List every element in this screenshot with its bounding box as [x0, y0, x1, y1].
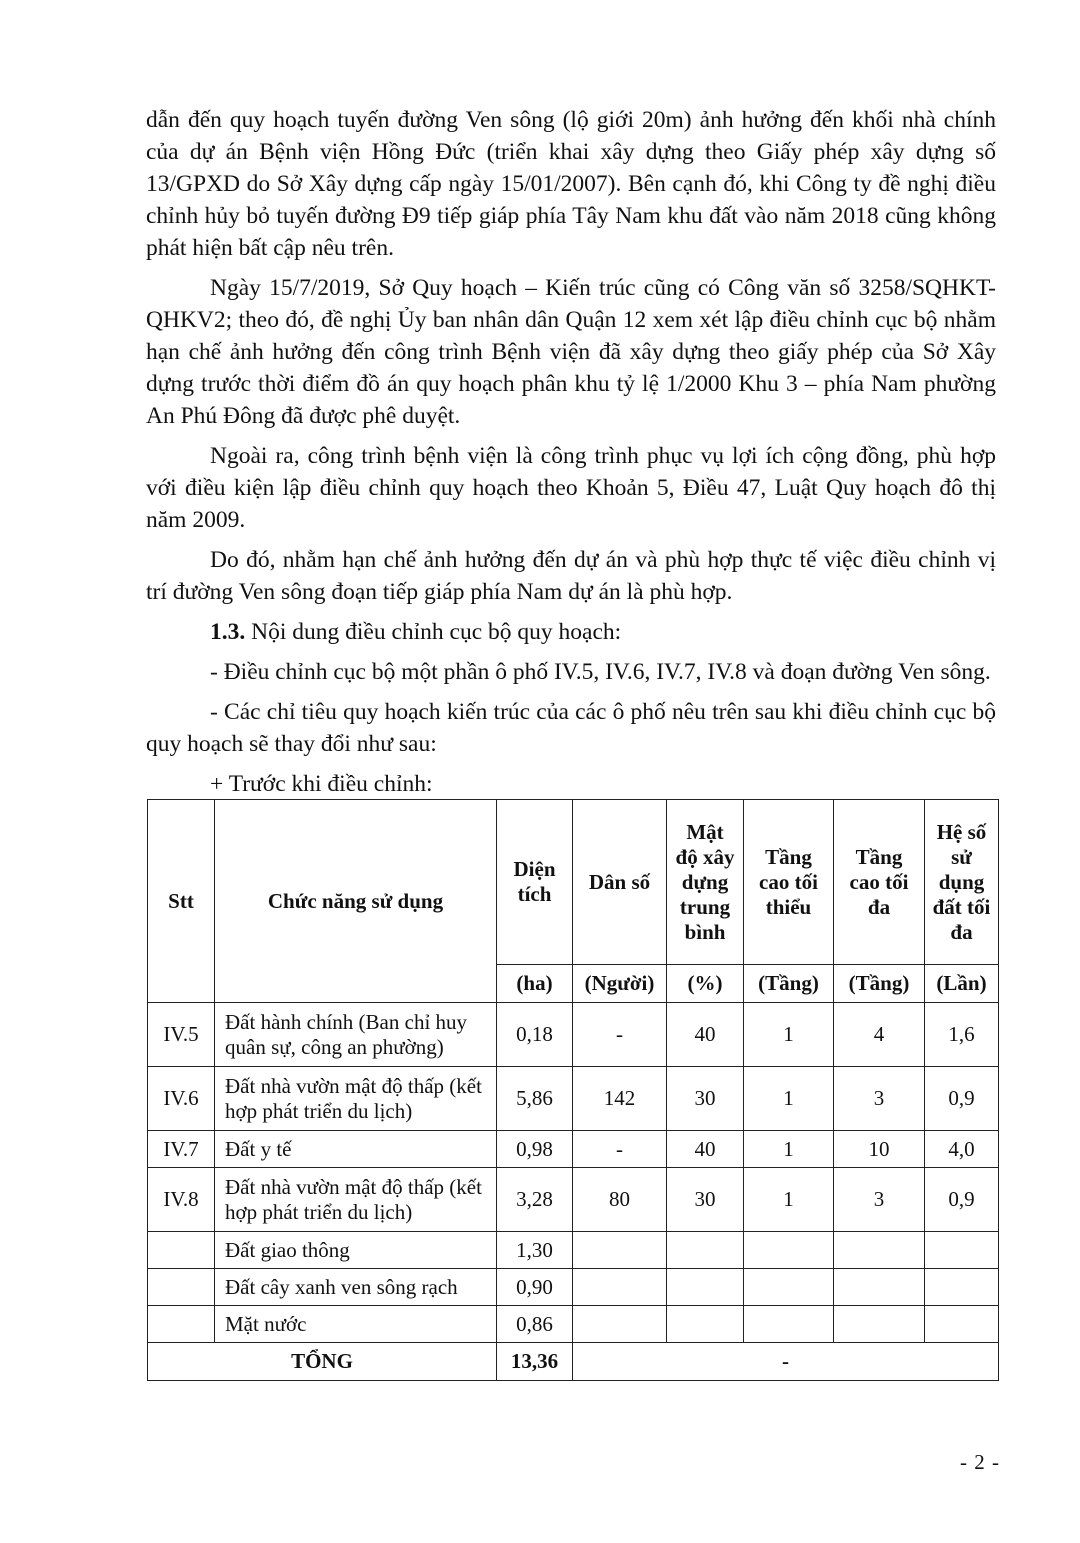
cell-area: 5,86: [497, 1067, 573, 1131]
cell-max-floors: 3: [834, 1067, 925, 1131]
cell-far: 0,9: [925, 1168, 999, 1232]
cell-area: 0,18: [497, 1003, 573, 1067]
cell-min-floors: 1: [744, 1131, 834, 1168]
unit-population: (Người): [573, 965, 667, 1003]
table-header-row: [148, 800, 999, 965]
cell-far: 0,9: [925, 1067, 999, 1131]
cell-population: [573, 1306, 667, 1343]
header-function: Chức năng sử dụng: [215, 800, 497, 1003]
header-area: Diện tích: [497, 800, 573, 965]
cell-stt: IV.6: [148, 1067, 215, 1131]
cell-density: [667, 1306, 744, 1343]
cell-function: Đất y tế: [215, 1131, 497, 1168]
cell-density: 30: [667, 1168, 744, 1232]
planning-indicators-table: [147, 799, 999, 1381]
cell-far: [925, 1232, 999, 1269]
paragraph-conclusion: Do đó, nhằm hạn chế ảnh hưởng đến dự án và phù hợp thực tế việc điều chỉnh vị trí đường Ven sông đoạn tiếp giáp phía Nam dự án là phù hợp.: [146, 547, 996, 605]
cell-max-floors: 3: [834, 1168, 925, 1232]
cell-population: -: [573, 1003, 667, 1067]
header-stt: Stt: [148, 800, 215, 1003]
cell-function: Đất cây xanh ven sông rạch: [215, 1269, 497, 1306]
cell-stt: [148, 1269, 215, 1306]
section-heading: [146, 616, 996, 648]
table-row: [148, 1269, 999, 1306]
paragraph-public-benefit: Ngoài ra, công trình bệnh viện là công trình phục vụ lợi ích cộng đồng, phù hợp với điều kiện lập điều chỉnh quy hoạch theo Khoản 5, Điều 47, Luật Quy hoạch đô thị năm 2009.: [146, 443, 996, 533]
table-row: [148, 1131, 999, 1168]
cell-min-floors: [744, 1269, 834, 1306]
unit-far: (Lần): [925, 965, 999, 1003]
table-row: [148, 1003, 999, 1067]
cell-density: [667, 1269, 744, 1306]
document-body: [146, 104, 996, 800]
cell-far: [925, 1269, 999, 1306]
cell-stt: IV.7: [148, 1131, 215, 1168]
total-rest: -: [573, 1343, 999, 1381]
header-population: Dân số: [573, 800, 667, 965]
section-title: Nội dung điều chỉnh cục bộ quy hoạch:: [245, 619, 622, 645]
cell-max-floors: [834, 1306, 925, 1343]
cell-far: [925, 1306, 999, 1343]
table-row: [148, 1168, 999, 1232]
paragraph-continued: dẫn đến quy hoạch tuyến đường Ven sông (lộ giới 20m) ảnh hưởng đến khối nhà chính của dự án Bệnh viện Hồng Đức (triển khai xây dựng theo Giấy phép xây dựng số 13/GPXD do Sở Xây dựng cấp ngày 15/01/2007). Bên cạnh đó, khi Công ty đề nghị điều chỉnh hủy bỏ tuyến đường Đ9 tiếp giáp phía Tây Nam khu đất vào năm 2018 cũng không phát hiện bất cập nêu trên.: [146, 107, 996, 261]
cell-density: 40: [667, 1131, 744, 1168]
cell-min-floors: [744, 1232, 834, 1269]
cell-density: 30: [667, 1067, 744, 1131]
bullet-before-adjustment: + Trước khi điều chỉnh:: [210, 771, 433, 797]
header-min-floors: Tầng cao tối thiểu: [744, 800, 834, 965]
cell-function: Đất hành chính (Ban chỉ huy quân sự, công an phường): [215, 1003, 497, 1067]
cell-area: 1,30: [497, 1232, 573, 1269]
cell-min-floors: 1: [744, 1003, 834, 1067]
paragraph-official-letter: Ngày 15/7/2019, Sở Quy hoạch – Kiến trúc cũng có Công văn số 3258/SQHKT-QHKV2; theo đó, đề nghị Ủy ban nhân dân Quận 12 xem xét lập điều chỉnh cục bộ nhằm hạn chế ảnh hưởng đến công trình Bệnh viện đã xây dựng theo giấy phép của Sở Xây dựng trước thời điểm đồ án quy hoạch phân khu tỷ lệ 1/2000 Khu 3 – phía Nam phường An Phú Đông đã được phê duyệt.: [146, 275, 996, 429]
cell-density: [667, 1232, 744, 1269]
cell-density: 40: [667, 1003, 744, 1067]
cell-stt: IV.5: [148, 1003, 215, 1067]
unit-max-floors: (Tầng): [834, 965, 925, 1003]
cell-population: [573, 1269, 667, 1306]
table-row: [148, 1306, 999, 1343]
page-number: - 2 -: [960, 1450, 1000, 1474]
section-number: 1.3.: [210, 619, 246, 645]
cell-area: 3,28: [497, 1168, 573, 1232]
cell-function: Đất nhà vườn mật độ thấp (kết hợp phát triển du lịch): [215, 1067, 497, 1131]
header-density: Mật độ xây dựng trung bình: [667, 800, 744, 965]
bullet-indicators: - Các chỉ tiêu quy hoạch kiến trúc của các ô phố nêu trên sau khi điều chỉnh cục bộ quy hoạch sẽ thay đổi như sau:: [146, 699, 996, 757]
table-total-row: [148, 1343, 999, 1381]
cell-population: 142: [573, 1067, 667, 1131]
total-area: 13,36: [497, 1343, 573, 1381]
cell-max-floors: 10: [834, 1131, 925, 1168]
unit-area: (ha): [497, 965, 573, 1003]
cell-far: 1,6: [925, 1003, 999, 1067]
cell-function: Đất nhà vườn mật độ thấp (kết hợp phát triển du lịch): [215, 1168, 497, 1232]
cell-stt: IV.8: [148, 1168, 215, 1232]
unit-min-floors: (Tầng): [744, 965, 834, 1003]
cell-min-floors: 1: [744, 1168, 834, 1232]
cell-population: [573, 1232, 667, 1269]
cell-population: -: [573, 1131, 667, 1168]
cell-far: 4,0: [925, 1131, 999, 1168]
header-far: Hệ số sử dụng đất tối đa: [925, 800, 999, 965]
cell-min-floors: 1: [744, 1067, 834, 1131]
cell-area: 0,98: [497, 1131, 573, 1168]
cell-max-floors: [834, 1269, 925, 1306]
cell-population: 80: [573, 1168, 667, 1232]
cell-function: Mặt nước: [215, 1306, 497, 1343]
cell-stt: [148, 1232, 215, 1269]
cell-area: 0,90: [497, 1269, 573, 1306]
cell-stt: [148, 1306, 215, 1343]
cell-function: Đất giao thông: [215, 1232, 497, 1269]
header-max-floors: Tầng cao tối đa: [834, 800, 925, 965]
cell-area: 0,86: [497, 1306, 573, 1343]
unit-density: (%): [667, 965, 744, 1003]
cell-min-floors: [744, 1306, 834, 1343]
total-label: TỔNG: [148, 1343, 497, 1381]
bullet-adjust-blocks: - Điều chỉnh cục bộ một phần ô phố IV.5, IV.6, IV.7, IV.8 và đoạn đường Ven sông.: [210, 659, 991, 685]
table-row: [148, 1067, 999, 1131]
table-row: [148, 1232, 999, 1269]
cell-max-floors: 4: [834, 1003, 925, 1067]
cell-max-floors: [834, 1232, 925, 1269]
